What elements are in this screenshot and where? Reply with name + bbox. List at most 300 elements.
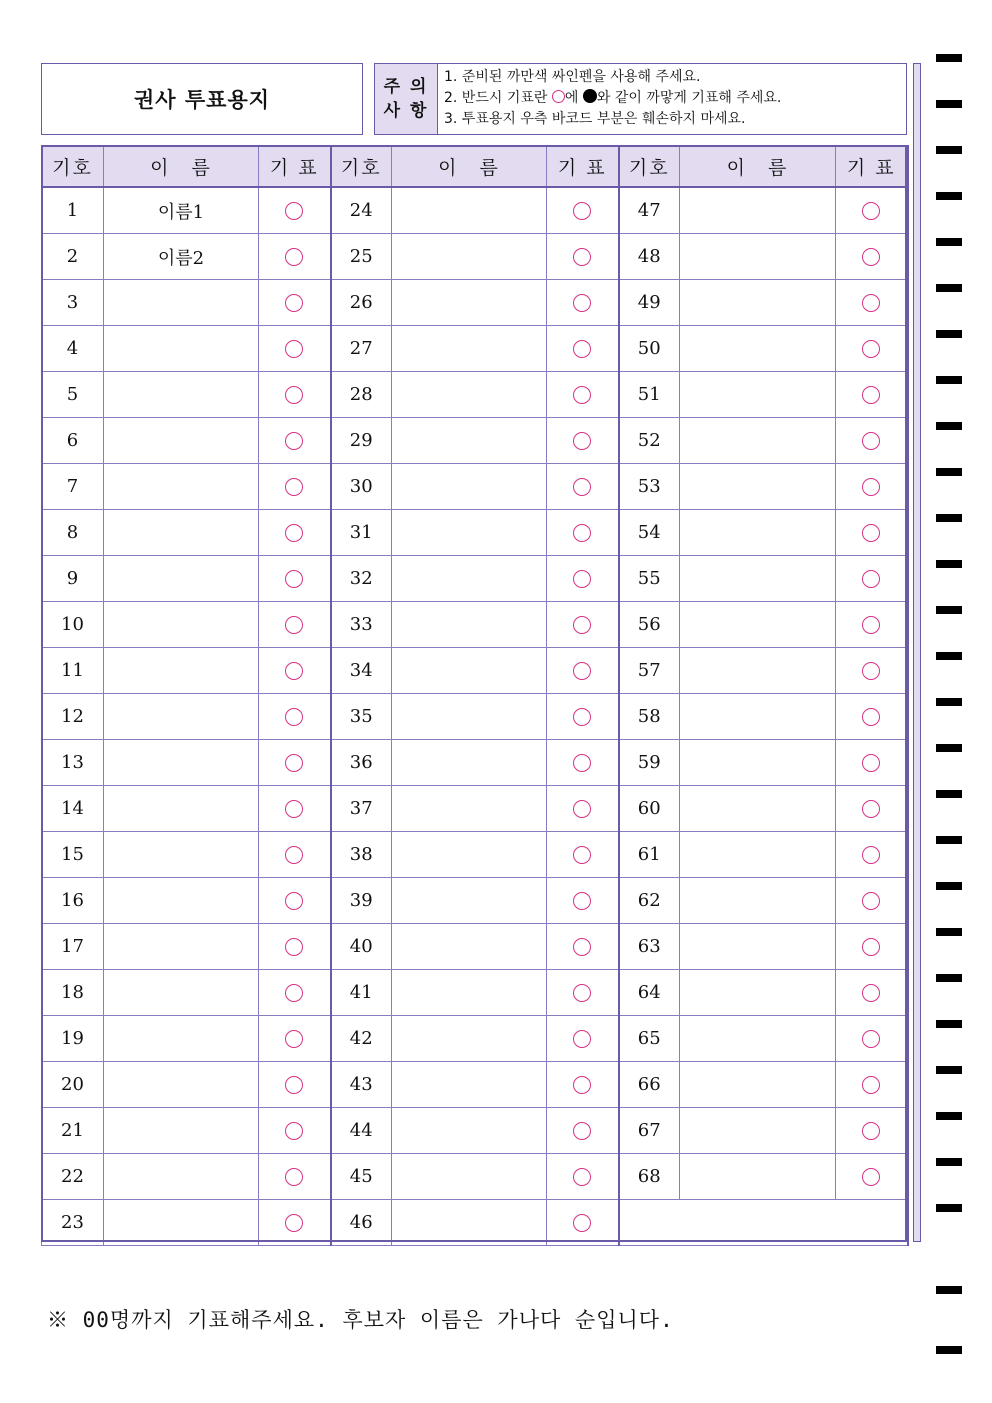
candidate-number: 40 xyxy=(331,924,392,970)
candidate-number: 30 xyxy=(331,464,392,510)
vote-mark-cell[interactable] xyxy=(836,326,908,372)
candidate-name xyxy=(680,326,836,372)
vote-mark-cell[interactable] xyxy=(259,372,331,418)
header-name: 이 름 xyxy=(104,146,259,188)
candidate-name xyxy=(392,280,547,326)
vote-mark-cell[interactable] xyxy=(547,832,619,878)
vote-circle-icon[interactable] xyxy=(573,754,591,772)
vote-mark-cell[interactable] xyxy=(836,1154,908,1200)
candidate-name xyxy=(104,832,259,878)
vote-mark-cell[interactable] xyxy=(547,464,619,510)
vote-circle-icon[interactable] xyxy=(862,202,880,220)
vote-circle-icon[interactable] xyxy=(573,570,591,588)
header-row xyxy=(42,146,908,188)
candidate-name xyxy=(680,418,836,464)
timing-mark xyxy=(936,928,962,936)
vote-mark-cell[interactable] xyxy=(836,832,908,878)
vote-circle-icon[interactable] xyxy=(862,1076,880,1094)
vote-mark-cell[interactable] xyxy=(259,1062,331,1108)
table-row xyxy=(42,418,908,464)
vote-circle-icon[interactable] xyxy=(285,892,303,910)
candidate-name xyxy=(392,878,547,924)
vote-mark-cell[interactable] xyxy=(547,602,619,648)
vote-mark-cell[interactable] xyxy=(259,740,331,786)
vote-mark-cell[interactable] xyxy=(259,694,331,740)
candidate-number: 43 xyxy=(331,1062,392,1108)
vote-circle-icon[interactable] xyxy=(573,340,591,358)
vote-mark-cell[interactable] xyxy=(836,418,908,464)
timing-mark xyxy=(936,1066,962,1074)
vote-circle-icon[interactable] xyxy=(285,1076,303,1094)
candidate-number: 2 xyxy=(42,234,104,280)
candidate-name xyxy=(392,1154,547,1200)
candidate-number: 48 xyxy=(619,234,680,280)
vote-mark-cell[interactable] xyxy=(547,878,619,924)
candidate-name xyxy=(104,418,259,464)
vote-mark-cell[interactable] xyxy=(836,878,908,924)
candidate-number: 16 xyxy=(42,878,104,924)
vote-mark-cell[interactable] xyxy=(547,786,619,832)
vote-circle-icon[interactable] xyxy=(862,662,880,680)
timing-mark xyxy=(936,376,962,384)
vote-mark-cell[interactable] xyxy=(836,970,908,1016)
vote-mark-cell[interactable] xyxy=(836,924,908,970)
vote-circle-icon[interactable] xyxy=(573,1030,591,1048)
vote-circle-icon[interactable] xyxy=(862,1030,880,1048)
candidate-number: 65 xyxy=(619,1016,680,1062)
vote-circle-icon[interactable] xyxy=(285,938,303,956)
vote-circle-icon[interactable] xyxy=(573,892,591,910)
notice-label-top: 주 의 xyxy=(383,77,429,97)
vote-mark-cell[interactable] xyxy=(836,280,908,326)
vote-circle-icon[interactable] xyxy=(573,294,591,312)
timing-mark xyxy=(936,468,962,476)
vote-circle-icon[interactable] xyxy=(862,432,880,450)
candidate-number: 42 xyxy=(331,1016,392,1062)
vote-circle-icon[interactable] xyxy=(285,248,303,266)
table-row xyxy=(42,326,908,372)
table-row xyxy=(42,648,908,694)
candidate-number: 44 xyxy=(331,1108,392,1154)
vote-circle-icon[interactable] xyxy=(285,524,303,542)
table-row xyxy=(42,1016,908,1062)
candidate-number: 62 xyxy=(619,878,680,924)
candidate-name xyxy=(392,326,547,372)
vote-circle-icon[interactable] xyxy=(862,616,880,634)
candidate-name xyxy=(104,648,259,694)
vote-mark-cell[interactable] xyxy=(259,602,331,648)
timing-mark xyxy=(936,100,962,108)
candidate-number: 37 xyxy=(331,786,392,832)
vote-circle-icon[interactable] xyxy=(862,984,880,1002)
notice-label-bottom: 사 항 xyxy=(383,101,429,121)
candidate-number: 53 xyxy=(619,464,680,510)
candidate-number: 60 xyxy=(619,786,680,832)
candidate-number: 54 xyxy=(619,510,680,556)
vote-mark-cell[interactable] xyxy=(547,556,619,602)
vote-circle-icon[interactable] xyxy=(862,294,880,312)
candidate-name xyxy=(104,464,259,510)
vote-mark-cell[interactable] xyxy=(547,280,619,326)
candidate-number: 36 xyxy=(331,740,392,786)
candidate-number: 67 xyxy=(619,1108,680,1154)
vote-circle-icon[interactable] xyxy=(573,938,591,956)
candidate-number: 55 xyxy=(619,556,680,602)
vote-mark-cell[interactable] xyxy=(547,326,619,372)
candidate-name xyxy=(392,464,547,510)
vote-mark-cell[interactable] xyxy=(836,694,908,740)
timing-mark xyxy=(936,192,962,200)
header-mark: 기 표 xyxy=(259,146,331,188)
vote-mark-cell[interactable] xyxy=(836,740,908,786)
vote-circle-icon[interactable] xyxy=(285,754,303,772)
vote-mark-cell[interactable] xyxy=(547,418,619,464)
right-border-strip xyxy=(913,63,921,1242)
candidate-number: 46 xyxy=(331,1200,392,1246)
candidate-name xyxy=(104,1016,259,1062)
ballot-title: 권사 투표용지 xyxy=(41,63,363,135)
vote-circle-icon[interactable] xyxy=(573,1076,591,1094)
candidate-number: 25 xyxy=(331,234,392,280)
candidate-number: 7 xyxy=(42,464,104,510)
candidate-number: 49 xyxy=(619,280,680,326)
candidate-name xyxy=(104,602,259,648)
candidate-number: 56 xyxy=(619,602,680,648)
vote-circle-icon[interactable] xyxy=(285,1168,303,1186)
candidate-number: 13 xyxy=(42,740,104,786)
candidate-name xyxy=(392,187,547,234)
vote-circle-icon[interactable] xyxy=(285,1030,303,1048)
vote-circle-icon[interactable] xyxy=(573,708,591,726)
candidate-number: 38 xyxy=(331,832,392,878)
vote-mark-cell[interactable] xyxy=(547,510,619,556)
vote-circle-icon[interactable] xyxy=(285,340,303,358)
timing-mark xyxy=(936,836,962,844)
vote-circle-icon[interactable] xyxy=(862,386,880,404)
candidate-name xyxy=(104,326,259,372)
vote-mark-cell[interactable] xyxy=(836,372,908,418)
candidate-number: 24 xyxy=(331,187,392,234)
vote-mark-cell[interactable] xyxy=(547,740,619,786)
candidate-number: 15 xyxy=(42,832,104,878)
vote-circle-icon[interactable] xyxy=(285,708,303,726)
vote-circle-icon[interactable] xyxy=(285,1122,303,1140)
timing-mark xyxy=(936,698,962,706)
candidate-number: 23 xyxy=(42,1200,104,1246)
vote-mark-cell[interactable] xyxy=(547,372,619,418)
vote-circle-icon[interactable] xyxy=(285,1214,303,1232)
vote-mark-cell[interactable] xyxy=(547,1154,619,1200)
candidate-number: 33 xyxy=(331,602,392,648)
vote-mark-cell[interactable] xyxy=(259,786,331,832)
candidate-name xyxy=(680,464,836,510)
candidate-number: 26 xyxy=(331,280,392,326)
vote-circle-icon[interactable] xyxy=(862,846,880,864)
vote-mark-cell[interactable] xyxy=(836,187,908,234)
table-row xyxy=(42,832,908,878)
vote-circle-icon[interactable] xyxy=(862,524,880,542)
vote-mark-cell[interactable] xyxy=(259,924,331,970)
vote-circle-icon[interactable] xyxy=(285,202,303,220)
candidate-name xyxy=(392,924,547,970)
candidate-number: 52 xyxy=(619,418,680,464)
candidate-number: 18 xyxy=(42,970,104,1016)
vote-mark-cell[interactable] xyxy=(259,187,331,234)
vote-mark-cell[interactable] xyxy=(259,464,331,510)
candidate-name xyxy=(680,924,836,970)
vote-circle-icon[interactable] xyxy=(285,662,303,680)
empty-cell xyxy=(619,1200,908,1246)
candidate-name xyxy=(392,510,547,556)
notice-line-2-a: 2. 반드시 기표란 xyxy=(444,90,552,106)
timing-mark xyxy=(936,1158,962,1166)
vote-circle-icon[interactable] xyxy=(862,708,880,726)
vote-circle-icon[interactable] xyxy=(285,386,303,404)
vote-mark-cell[interactable] xyxy=(259,556,331,602)
vote-circle-icon[interactable] xyxy=(285,846,303,864)
table-row xyxy=(42,694,908,740)
vote-mark-cell[interactable] xyxy=(547,1016,619,1062)
vote-circle-icon[interactable] xyxy=(285,984,303,1002)
candidate-number: 59 xyxy=(619,740,680,786)
candidate-number: 31 xyxy=(331,510,392,556)
candidate-name xyxy=(104,1108,259,1154)
vote-mark-cell[interactable] xyxy=(259,970,331,1016)
vote-circle-icon[interactable] xyxy=(285,616,303,634)
vote-circle-icon[interactable] xyxy=(285,294,303,312)
candidate-name xyxy=(392,694,547,740)
candidate-number: 10 xyxy=(42,602,104,648)
candidate-number: 32 xyxy=(331,556,392,602)
vote-circle-icon[interactable] xyxy=(862,938,880,956)
table-row xyxy=(42,1062,908,1108)
vote-circle-icon[interactable] xyxy=(573,202,591,220)
candidate-name xyxy=(680,1108,836,1154)
vote-circle-icon[interactable] xyxy=(862,340,880,358)
candidate-number: 34 xyxy=(331,648,392,694)
vote-circle-icon[interactable] xyxy=(573,432,591,450)
vote-circle-icon[interactable] xyxy=(573,846,591,864)
vote-circle-icon[interactable] xyxy=(573,478,591,496)
timing-mark xyxy=(936,54,962,62)
vote-circle-icon[interactable] xyxy=(573,984,591,1002)
candidate-name xyxy=(392,648,547,694)
notice-line-2-b: 에 xyxy=(564,90,583,106)
header-mark: 기 표 xyxy=(836,146,908,188)
vote-circle-icon[interactable] xyxy=(573,1122,591,1140)
table-row xyxy=(42,1154,908,1200)
candidate-number: 64 xyxy=(619,970,680,1016)
candidate-name xyxy=(392,1108,547,1154)
vote-mark-cell[interactable] xyxy=(547,234,619,280)
table-row xyxy=(42,740,908,786)
vote-circle-icon[interactable] xyxy=(573,1168,591,1186)
candidate-number: 14 xyxy=(42,786,104,832)
vote-mark-cell[interactable] xyxy=(259,234,331,280)
timing-mark xyxy=(936,1346,962,1354)
candidate-name xyxy=(680,1016,836,1062)
table-row xyxy=(42,878,908,924)
candidate-name xyxy=(680,832,836,878)
table-row xyxy=(42,510,908,556)
header-name: 이 름 xyxy=(392,146,547,188)
vote-mark-cell[interactable] xyxy=(259,832,331,878)
vote-circle-icon[interactable] xyxy=(573,386,591,404)
timing-mark xyxy=(936,1204,962,1212)
header-mark: 기 표 xyxy=(547,146,619,188)
notice-line-1: 1. 준비된 까만색 싸인펜을 사용해 주세요. xyxy=(444,69,701,85)
vote-mark-cell[interactable] xyxy=(259,648,331,694)
candidate-number: 4 xyxy=(42,326,104,372)
candidate-name xyxy=(104,1062,259,1108)
candidate-number: 51 xyxy=(619,372,680,418)
candidate-number: 5 xyxy=(42,372,104,418)
vote-mark-cell[interactable] xyxy=(259,1154,331,1200)
candidate-name xyxy=(680,187,836,234)
vote-mark-cell[interactable] xyxy=(259,1200,331,1246)
candidate-name xyxy=(680,1062,836,1108)
candidate-name: 이름2 xyxy=(104,234,259,280)
candidate-number: 28 xyxy=(331,372,392,418)
candidate-number: 57 xyxy=(619,648,680,694)
vote-mark-cell[interactable] xyxy=(836,786,908,832)
vote-circle-icon[interactable] xyxy=(862,892,880,910)
table-row xyxy=(42,970,908,1016)
candidate-name xyxy=(104,1154,259,1200)
vote-mark-cell[interactable] xyxy=(547,1200,619,1246)
candidate-name xyxy=(680,280,836,326)
vote-mark-cell[interactable] xyxy=(836,648,908,694)
vote-mark-cell[interactable] xyxy=(547,970,619,1016)
candidate-name xyxy=(392,418,547,464)
table-row xyxy=(42,372,908,418)
vote-mark-cell[interactable] xyxy=(836,1062,908,1108)
candidate-name xyxy=(392,602,547,648)
timing-mark xyxy=(936,238,962,246)
header-number: 기호 xyxy=(42,146,104,188)
table-row xyxy=(42,1200,908,1246)
candidate-name xyxy=(392,372,547,418)
candidate-name xyxy=(680,234,836,280)
candidate-name xyxy=(104,694,259,740)
vote-mark-cell[interactable] xyxy=(836,602,908,648)
timing-mark xyxy=(936,146,962,154)
vote-circle-icon[interactable] xyxy=(862,478,880,496)
vote-circle-icon[interactable] xyxy=(285,800,303,818)
vote-mark-cell[interactable] xyxy=(836,234,908,280)
vote-mark-cell[interactable] xyxy=(259,878,331,924)
timing-mark xyxy=(936,1020,962,1028)
candidate-name xyxy=(680,556,836,602)
candidate-number: 47 xyxy=(619,187,680,234)
candidate-number: 11 xyxy=(42,648,104,694)
vote-circle-icon[interactable] xyxy=(862,754,880,772)
candidate-name xyxy=(392,970,547,1016)
vote-mark-cell[interactable] xyxy=(836,1108,908,1154)
candidate-name xyxy=(104,510,259,556)
vote-mark-cell[interactable] xyxy=(547,1062,619,1108)
candidate-name xyxy=(104,280,259,326)
timing-mark xyxy=(936,652,962,660)
vote-mark-cell[interactable] xyxy=(836,1016,908,1062)
vote-mark-cell[interactable] xyxy=(259,418,331,464)
vote-mark-cell[interactable] xyxy=(836,556,908,602)
vote-mark-cell[interactable] xyxy=(259,1108,331,1154)
vote-mark-cell[interactable] xyxy=(547,187,619,234)
vote-circle-icon[interactable] xyxy=(573,800,591,818)
candidate-name xyxy=(680,878,836,924)
candidate-name xyxy=(680,694,836,740)
notice-line-3: 3. 투표용지 우측 바코드 부분은 훼손하지 마세요. xyxy=(444,111,746,127)
vote-mark-cell[interactable] xyxy=(547,924,619,970)
candidate-name xyxy=(392,786,547,832)
candidate-name xyxy=(104,1200,259,1246)
vote-circle-icon[interactable] xyxy=(285,432,303,450)
vote-circle-icon[interactable] xyxy=(285,478,303,496)
vote-mark-cell[interactable] xyxy=(836,464,908,510)
vote-circle-icon[interactable] xyxy=(573,616,591,634)
vote-circle-icon[interactable] xyxy=(862,248,880,266)
candidate-number: 66 xyxy=(619,1062,680,1108)
table-row xyxy=(42,280,908,326)
notice-label xyxy=(375,64,438,134)
candidate-number: 17 xyxy=(42,924,104,970)
vote-mark-cell[interactable] xyxy=(836,510,908,556)
candidate-number: 68 xyxy=(619,1154,680,1200)
table-row xyxy=(42,464,908,510)
candidate-number: 45 xyxy=(331,1154,392,1200)
vote-circle-icon[interactable] xyxy=(285,570,303,588)
candidate-name xyxy=(104,556,259,602)
candidate-number: 21 xyxy=(42,1108,104,1154)
candidate-name xyxy=(680,648,836,694)
table-row xyxy=(42,556,908,602)
candidate-number: 12 xyxy=(42,694,104,740)
candidate-number: 1 xyxy=(42,187,104,234)
vote-mark-cell[interactable] xyxy=(259,510,331,556)
timing-mark xyxy=(936,882,962,890)
candidate-number: 39 xyxy=(331,878,392,924)
candidate-number: 19 xyxy=(42,1016,104,1062)
footer-note: ※ 00명까지 기표해주세요. 후보자 이름은 가나다 순입니다. xyxy=(47,1308,674,1332)
timing-mark xyxy=(936,422,962,430)
candidate-number: 22 xyxy=(42,1154,104,1200)
vote-circle-icon[interactable] xyxy=(573,1214,591,1232)
candidate-name xyxy=(680,786,836,832)
candidate-number: 9 xyxy=(42,556,104,602)
candidate-name xyxy=(392,556,547,602)
vote-circle-icon[interactable] xyxy=(862,800,880,818)
vote-mark-cell[interactable] xyxy=(259,280,331,326)
notice-box xyxy=(374,63,907,135)
vote-mark-cell[interactable] xyxy=(259,1016,331,1062)
vote-circle-icon[interactable] xyxy=(862,1168,880,1186)
vote-mark-cell[interactable] xyxy=(259,326,331,372)
vote-circle-icon[interactable] xyxy=(573,524,591,542)
candidate-number: 35 xyxy=(331,694,392,740)
notice-line-2-c: 와 같이 까맣게 기표해 주세요. xyxy=(596,90,782,106)
vote-mark-cell[interactable] xyxy=(547,1108,619,1154)
timing-mark xyxy=(936,1112,962,1120)
vote-circle-icon[interactable] xyxy=(862,1122,880,1140)
vote-mark-cell[interactable] xyxy=(547,694,619,740)
candidate-number: 61 xyxy=(619,832,680,878)
vote-circle-icon[interactable] xyxy=(573,662,591,680)
vote-circle-icon[interactable] xyxy=(573,248,591,266)
vote-mark-cell[interactable] xyxy=(547,648,619,694)
candidate-name xyxy=(680,740,836,786)
vote-circle-icon[interactable] xyxy=(862,570,880,588)
